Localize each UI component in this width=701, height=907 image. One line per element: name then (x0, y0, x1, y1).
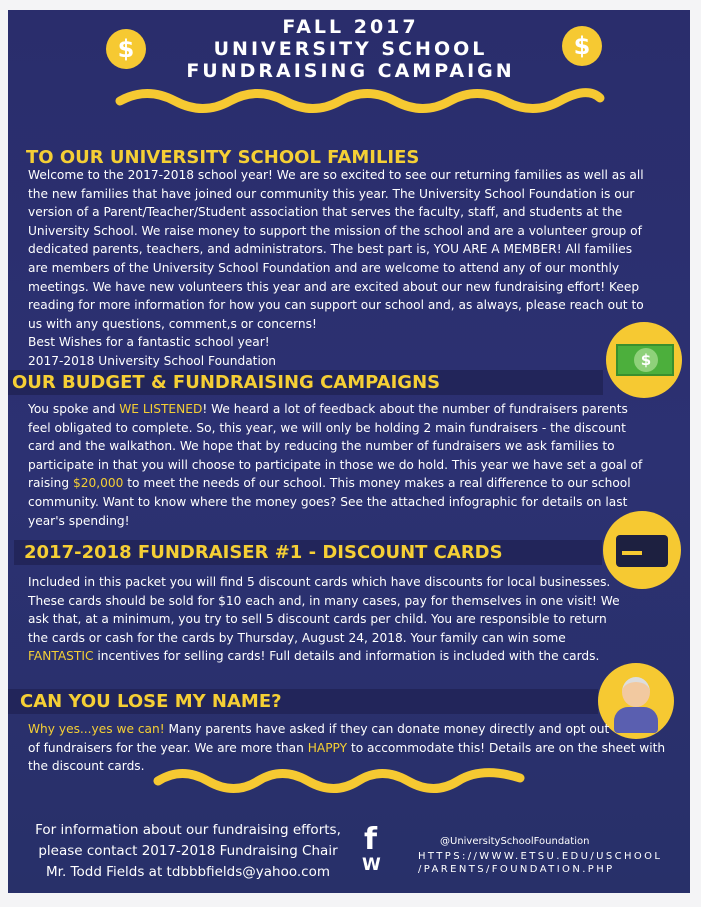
text-line (28, 720, 665, 739)
budget-text (28, 400, 642, 530)
text-line (28, 647, 620, 666)
highlight-text: HAPPY (307, 740, 348, 755)
text-line (28, 419, 642, 438)
highlight-text: Why yes...yes we can! (28, 722, 165, 736)
text-segment: version of a Parent/Teacher/Student association that serves the faculty, staff, and students at the (28, 205, 623, 220)
text-segment: ask that, at a minimum, you try to sell 5 discount cards per child. You are responsible to return (28, 612, 607, 627)
discount-cards-text (28, 573, 620, 666)
website-url[interactable] (418, 850, 662, 876)
text-segment: Included in this packet you will find 5 discount cards which have discounts for local businesses. (28, 575, 611, 589)
text-line (28, 739, 665, 758)
text-segment: feel obligated to complete. So, this year, we will only be holding 2 main fundraisers - the discount (28, 420, 626, 435)
text-line (28, 610, 620, 629)
text-segment: dedicated parents, teachers, and administrators. The best part is, YOU ARE A MEMBER! All families (28, 242, 633, 257)
money-bill-icon: $ (606, 322, 682, 398)
section-heading: TO OUR UNIVERSITY SCHOOL FAMILIES (26, 147, 420, 168)
text-line (28, 296, 644, 315)
text-segment: participate in that you will choose to participate in those we do hold. This year we have set a goal of (28, 457, 643, 472)
text-segment: card and the walkathon. We hope that by reducing the number of fundraisers we ask families to (28, 439, 615, 454)
text-line (28, 592, 620, 611)
text-segment: are members of the University School Foundation and are welcome to attend any of our monthly (28, 260, 620, 275)
section-heading: OUR BUDGET & FUNDRAISING CAMPAIGNS (8, 370, 603, 395)
url-line: /PARENTS/FOUNDATION.PHP (418, 864, 615, 875)
text-line (28, 573, 620, 592)
section-heading: CAN YOU LOSE MY NAME? (8, 689, 598, 714)
text-line (28, 512, 642, 531)
text-segment: the discount cards. (28, 759, 145, 774)
text-segment: University School. We raise money to support the mission of the school and are a volunteer group of (28, 223, 642, 238)
text-line (28, 333, 644, 352)
text-segment: Best Wishes for a fantastic school year! (28, 335, 270, 350)
welcome-text (28, 166, 644, 371)
text-segment: year's spending! (28, 513, 130, 528)
text-line (28, 185, 644, 204)
text-line (28, 240, 644, 259)
text-segment: the new families that have joined our community this year. The University School Foundation is our (28, 186, 635, 201)
text-line (28, 222, 644, 241)
text-line (28, 437, 642, 456)
text-line (28, 352, 644, 371)
text-line (28, 166, 644, 185)
text-segment: us with any questions, comment,s or concerns! (28, 316, 317, 331)
text-segment: of fundraisers for the year. We are more than (28, 740, 308, 755)
facebook-handle[interactable]: @UniversitySchoolFoundation (440, 836, 590, 847)
highlight-text: $20,000 (72, 476, 124, 491)
text-line (28, 456, 642, 475)
text-segment: Many parents have asked if they can donate money directly and opt out (164, 722, 610, 736)
contact-line: Mr. Todd Fields at tdbbbfields@yahoo.com (46, 864, 330, 880)
text-line (28, 629, 620, 648)
text-segment: These cards should be sold for $10 each and, in many cases, pay for themselves in one visit! We (28, 593, 620, 608)
text-segment: incentives for selling cards! Full details and information is included with the cards. (93, 649, 600, 664)
highlight-text: WE LISTENED (119, 402, 203, 416)
text-segment: to accommodate this! Details are on the sheet with (347, 740, 666, 755)
text-segment: 2017-2018 University School Foundation (28, 353, 277, 368)
text-line (28, 259, 644, 278)
title-line: FUNDRAISING CAMPAIGN (186, 60, 515, 82)
text-line (28, 278, 644, 297)
text-line (28, 315, 644, 334)
text-line (28, 474, 642, 493)
text-segment: meetings. We have new volunteers this year and are excited about our new fundraising effort! Keep (28, 279, 640, 294)
text-segment: ! We heard a lot of feedback about the number of fundraisers parents (202, 402, 628, 416)
highlight-text: FANTASTIC (28, 649, 94, 664)
text-segment: the cards or cash for the cards by Thursday, August 24, 2018. Your family can win some (28, 630, 566, 645)
contact-line: For information about our fundraising efforts, (35, 822, 341, 838)
text-segment: raising (28, 476, 73, 491)
contact-line: please contact 2017-2018 Fundraising Chair (38, 843, 338, 859)
text-line (28, 400, 642, 419)
dollar-coin-icon: $ (106, 29, 146, 69)
contact-info (28, 820, 348, 883)
title-line: UNIVERSITY SCHOOL (213, 38, 488, 60)
title-line: FALL 2017 (282, 16, 419, 38)
wave-divider (115, 86, 605, 116)
dollar-coin-icon: $ (562, 26, 602, 66)
facebook-icon[interactable]: f (364, 822, 378, 857)
text-line (28, 203, 644, 222)
text-segment: to meet the needs of our school. This money makes a real difference to our school (123, 476, 631, 491)
text-segment: reading for more information for how you can support our school and, as always, please reach out to (28, 298, 644, 313)
text-segment: Welcome to the 2017-2018 school year! We are so excited to see our returning families as well as all (28, 168, 644, 182)
url-line: HTTPS://WWW.ETSU.EDU/USCHOOL (418, 851, 663, 862)
text-line (28, 493, 642, 512)
text-segment: community. Want to know where the money goes? See the attached infographic for details on last (28, 494, 628, 509)
section-heading: 2017-2018 FUNDRAISER #1 - DISCOUNT CARDS (14, 540, 602, 565)
wave-divider (150, 766, 530, 796)
text-segment: You spoke and (28, 402, 120, 416)
website-icon[interactable]: W (362, 855, 381, 875)
